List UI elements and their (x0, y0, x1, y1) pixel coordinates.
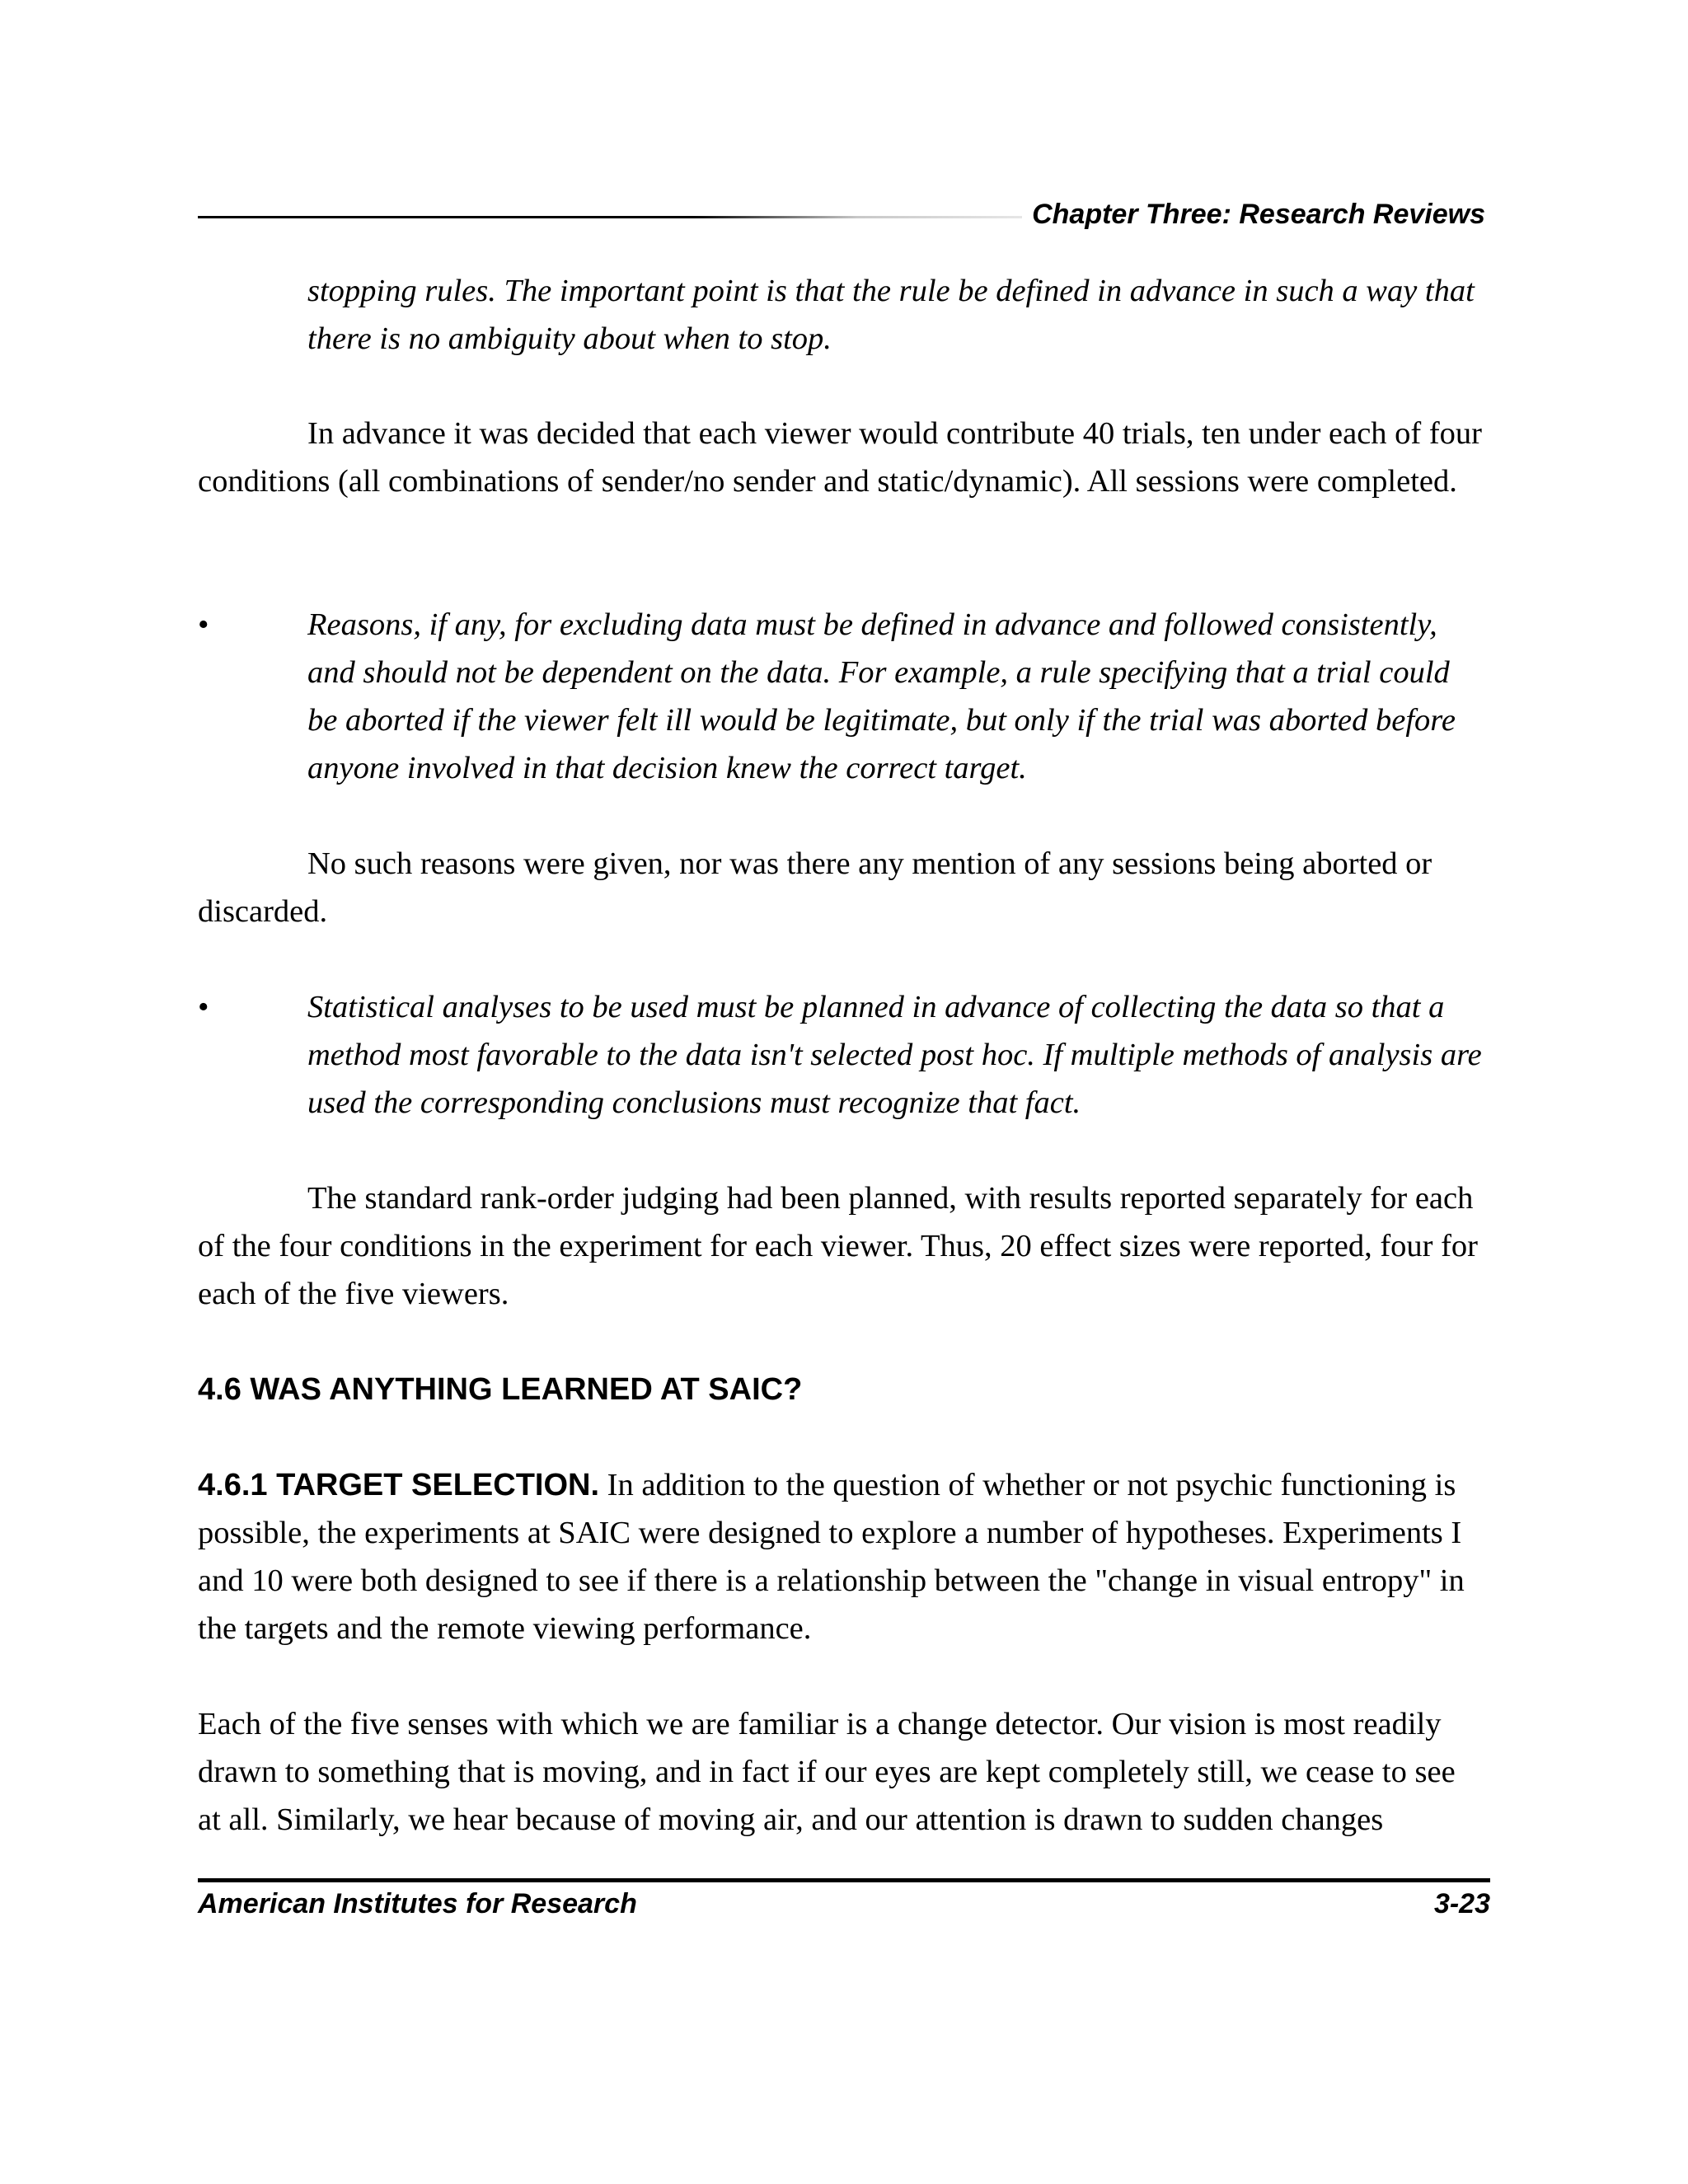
paragraph-target-selection (198, 1461, 1485, 1652)
section-heading-4-6: 4.6 WAS ANYTHING LEARNED AT SAIC? (198, 1372, 803, 1407)
paragraph-target-selection-text: In addition to the question of whether or not psychic functioning is possible, the experiments at SAIC were designed to explore a number of hypotheses. Experiments I and 10 were both designed to see if there is a relationship between the "change in visual entropy" in the targets and the remote viewing performance. (198, 1468, 1465, 1646)
bullet-marker-1: • (198, 607, 209, 642)
bullet-excluding-data: Reasons, if any, for excluding data must be defined in advance and followed consistently, and should not be dependent on the data. For example, a rule specifying that a trial could be aborted if the viewer felt ill would be legitimate, but only if the trial was aborted before anyone involved in that decision knew the correct target. (307, 607, 1456, 785)
paragraph-no-reasons: No such reasons were given, nor was there any mention of any sessions being aborted or discarded. (198, 846, 1432, 929)
footer-rule (198, 1878, 1490, 1882)
header-title: Chapter Three: Research Reviews (1032, 199, 1485, 230)
paragraph-trials: In advance it was decided that each viewer would contribute 40 trials, ten under each of four conditions (all combinations of sender/no sender and static/dynamic). All sessions were completed. (198, 416, 1483, 499)
bullet-statistical-analyses: Statistical analyses to be used must be planned in advance of collecting the data so that a method most favorable to the data isn't selected post hoc. If multiple methods of analysis are used the corresponding conclusions must recognize that fact. (307, 990, 1482, 1120)
paragraph-stopping-rules: stopping rules. The important point is that the rule be defined in advance in such a way that there is no ambiguity about when to stop. (307, 274, 1475, 356)
footer-publisher: American Institutes for Research (198, 1888, 637, 1919)
bullet-marker-2: • (198, 990, 209, 1024)
paragraph-rank-order: The standard rank-order judging had been planned, with results reported separately for each of the four conditions in the experiment for each viewer. Thus, 20 effect sizes were reported, four for each of the five viewers. (198, 1181, 1478, 1311)
paragraph-change-detector: Each of the five senses with which we are familiar is a change detector. Our vision is most readily drawn to something that is moving, and in fact if our eyes are kept completely still, we cease to see at all. Similarly, we hear because of moving air, and our attention is drawn to sudden changes (198, 1707, 1456, 1837)
page-number: 3-23 (1433, 1888, 1490, 1919)
header-rule (198, 216, 1022, 218)
subsection-heading-4-6-1: 4.6.1 TARGET SELECTION. (198, 1468, 600, 1502)
